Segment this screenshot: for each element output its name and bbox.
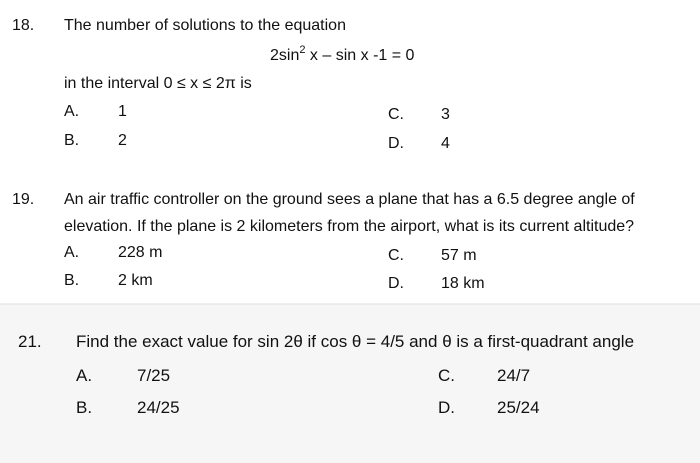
equation-lead: 2sin xyxy=(270,47,300,64)
question-number: 21. xyxy=(18,332,42,351)
option-value-a: 1 xyxy=(118,103,127,120)
scan-bottom-band xyxy=(0,304,700,463)
option-value-b: 2 xyxy=(118,132,127,149)
option-letter-a: A. xyxy=(76,366,93,385)
option-value-a: 7/25 xyxy=(137,366,171,385)
option-value-c: 3 xyxy=(441,106,450,123)
option-value-d: 4 xyxy=(441,135,450,152)
option-letter-b: B. xyxy=(64,132,80,149)
equation-exponent: 2 xyxy=(299,43,306,56)
option-letter-a: A. xyxy=(64,244,80,261)
question-stem-line1: An air traffic controller on the ground sees a plane that has a 6.5 degree angle of xyxy=(64,191,635,208)
option-value-c: 57 m xyxy=(441,247,477,264)
option-letter-d: D. xyxy=(388,275,404,292)
option-letter-d: D. xyxy=(438,398,455,417)
option-letter-a: A. xyxy=(64,103,80,120)
option-value-d: 25/24 xyxy=(497,398,540,417)
question-stem-line2: elevation. If the plane is 2 kilometers from the airport, what is its current altitude? xyxy=(64,218,635,235)
question-number: 19. xyxy=(12,191,35,208)
option-value-b: 24/25 xyxy=(137,398,180,417)
question-stem-line1: The number of solutions to the equation xyxy=(64,17,346,34)
option-letter-b: B. xyxy=(76,398,93,417)
question-number: 18. xyxy=(12,17,35,34)
option-value-c: 24/7 xyxy=(497,366,531,385)
equation-rest: x – sin x -1 = 0 xyxy=(305,47,415,64)
question-stem-line1: Find the exact value for sin 2θ if cos θ = 4/5 and θ is a first-quadrant angle xyxy=(76,332,635,351)
option-value-b: 2 km xyxy=(118,272,153,289)
option-letter-c: C. xyxy=(438,366,455,385)
option-letter-d: D. xyxy=(388,135,404,152)
question-stem-line2: in the interval 0 ≤ x ≤ 2π is xyxy=(64,75,252,92)
option-value-a: 228 m xyxy=(118,244,163,261)
equation xyxy=(270,43,415,66)
option-letter-c: C. xyxy=(388,247,404,264)
option-letter-c: C. xyxy=(388,106,404,123)
option-value-d: 18 km xyxy=(441,275,485,292)
scan-seam xyxy=(0,303,700,305)
option-letter-b: B. xyxy=(64,272,80,289)
